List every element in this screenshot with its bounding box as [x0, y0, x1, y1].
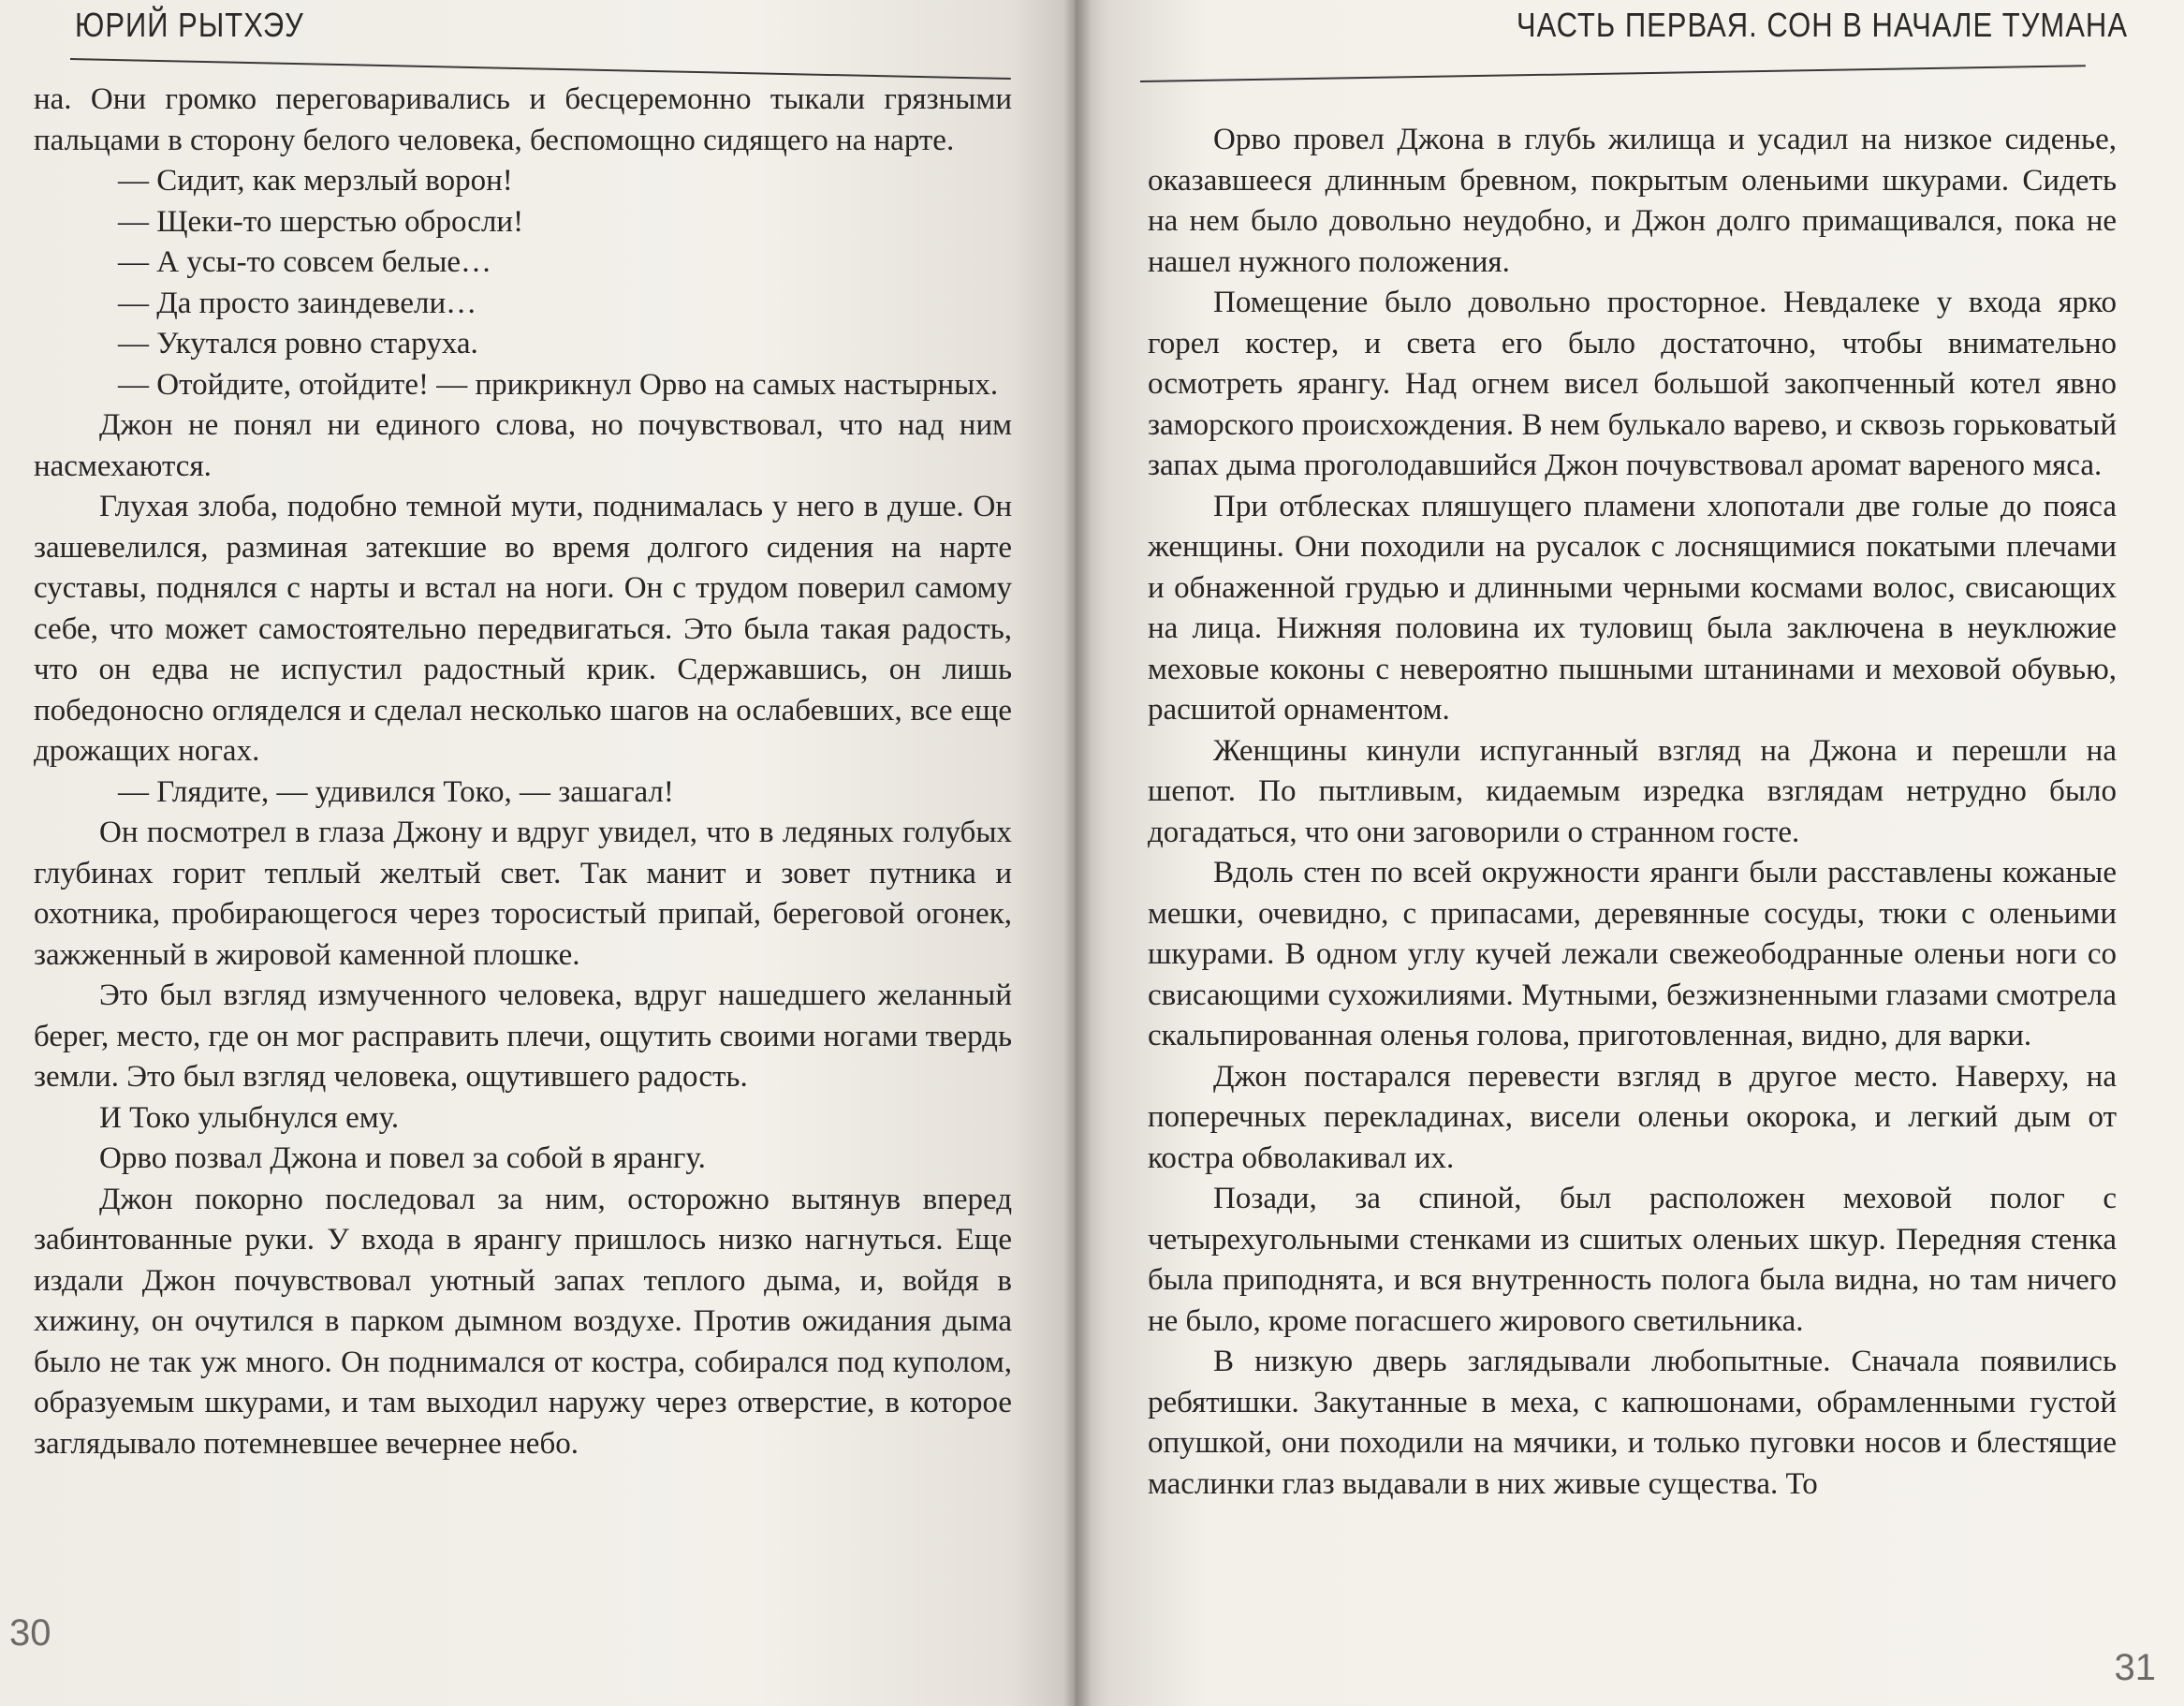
dialogue-line: — Щеки-то шерстью обросли!: [118, 204, 524, 239]
paragraph: Орво позвал Джона и повел за собой в ярангу.: [99, 1141, 706, 1175]
left-page-text: [34, 80, 1012, 1464]
paragraph: Он посмотрел в глаза Джону и вдруг увидел, что в ледяных голубых глубинах горит теплый желтый свет. Так манит и зовет путника и охотника, пробирающегося через торосистый припай, береговой огонек, зажженный в жировой каменной плошке.: [34, 816, 1012, 972]
left-page: [0, 0, 1075, 1706]
paragraph: При отблесках пляшущего пламени хлопотали две голые до пояса женщины. Они походили на русалок с лоснящимися покатыми плечами и обнаженной грудью и длинными черными космами волос, свисающих на лица. Нижняя половина их туловищ была заключена в неуклюжие меховые коконы с невероятно пышными штанинами и меховой обувью, расшитой орнаментом.: [1148, 489, 2117, 727]
page-number: 31: [2114, 1647, 2156, 1688]
dialogue-line: — Отойдите, отойдите! — прикрикнул Орво на самых настырных.: [118, 367, 999, 402]
paragraph: Джон не понял ни единого слова, но почувствовал, что над ним насмехаются.: [34, 408, 1012, 483]
paragraph: Орво провел Джона в глубь жилища и усадил на низкое сиденье, оказавшееся длинным бревном, покрытым оленьими шкурами. Сидеть на нем было довольно неудобно, и Джон долго примащивался, пока не нашел нужного положения.: [1148, 123, 2117, 279]
paragraph: В низкую дверь заглядывали любопытные. Сначала появились ребятишки. Закутанные в меха, с капюшонами, обрамленными густой опушкой, они походили на мячики, и только пуговки носов и блестящие маслинки глаз выдавали в них живые существа. То: [1148, 1345, 2117, 1501]
paragraph: на. Они громко переговаривались и бесцеремонно тыкали грязными пальцами в сторону белого человека, беспомощно сидящего на нарте.: [34, 82, 1012, 157]
header-rule: [70, 58, 1011, 80]
paragraph: Вдоль стен по всей окружности яранги были расставлены кожаные мешки, очевидно, с припасами, деревянные сосуды, тюки с оленьими шкурами. В одном углу кучей лежали свежеободранные оленьи ноги со свисающими сухожилиями. Мутными, безжизненными глазами смотрела скальпированная оленья голова, приготовленная, видно, для варки.: [1148, 856, 2117, 1052]
right-page: [1075, 0, 2184, 1706]
paragraph: Это был взгляд измученного человека, вдруг нашедшего желанный берег, место, где он мог расправить плечи, ощутить своими ногами твердь земли. Это был взгляд человека, ощутившего радость.: [34, 978, 1012, 1094]
paragraph: Глухая злоба, подобно темной мути, поднималась у него в душе. Он зашевелился, разминая затекшие во время долгого сидения на нарте суставы, поднялся с нарты и встал на ноги. Он с трудом поверил самому себе, что может самостоятельно передвигаться. Это была такая радость, что он едва не испустил радостный крик. Сдержавшись, он лишь победоносно огляделся и сделал несколько шагов на ослабевших, все еще дрожащих ногах.: [34, 490, 1012, 768]
paragraph: Джон покорно последовал за ним, осторожно вытянув вперед забинтованные руки. У входа в ярангу пришлось низко нагнуться. Еще издали Джон почувствовал уютный запах теплого дыма, и, войдя в хижину, он очутился в парком дымном воздухе. Против ожидания дыма было не так уж много. Он поднимался от костра, собирался под куполом, образуемым шкурами, и там выходил наружу через отверстие, в которое заглядывало потемневшее вечернее небо.: [34, 1182, 1012, 1461]
paragraph: Помещение было довольно просторное. Невдалеке у входа ярко горел костер, и света его было достаточно, чтобы внимательно осмотреть ярангу. Над огнем висел большой закопченный котел явно заморского происхождения. В нем булькало варево, и сквозь горьковатый запах дыма проголодавшийся Джон почувствовал аромат вареного мяса.: [1148, 286, 2117, 482]
paragraph: Позади, за спиной, был расположен меховой полог с четырехугольными стенками из сшитых оленьих шкур. Передняя стенка была приподнята, и вся внутренность полога была видна, но там ничего не было, кроме погасшего жирового светильника.: [1148, 1182, 2117, 1338]
book-gutter-shadow: [1063, 0, 1092, 1706]
dialogue-line: — А усы-то совсем белые…: [118, 245, 492, 279]
paragraph: Джон постарался перевести взгляд в другое место. Наверху, на поперечных перекладинах, висели оленьи окорока, и легкий дым от костра обволакивал их.: [1148, 1059, 2117, 1175]
dialogue-line: — Сидит, как мерзлый ворон!: [118, 164, 513, 198]
paragraph: Женщины кинули испуганный взгляд на Джона и перешли на шепот. По пытливым, кидаемым изредка взглядам нетрудно было догадаться, что они заговорили о странном госте.: [1148, 733, 2117, 849]
right-page-text: [1148, 120, 2117, 1505]
dialogue-line: — Укутался ровно старуха.: [118, 327, 478, 360]
part-title-running-head: ЧАСТЬ ПЕРВАЯ. СОН В НАЧАЛЕ ТУМАНА: [1516, 6, 2128, 45]
dialogue-line: — Да просто заиндевели…: [118, 286, 477, 320]
header-rule: [1140, 65, 2086, 82]
page-number: 30: [9, 1612, 51, 1654]
paragraph: И Токо улыбнулся ему.: [99, 1100, 400, 1135]
author-running-head: ЮРИЙ РЫТХЭУ: [75, 6, 304, 45]
dialogue-line: — Глядите, — удивился Токо, — зашагал!: [118, 774, 674, 809]
